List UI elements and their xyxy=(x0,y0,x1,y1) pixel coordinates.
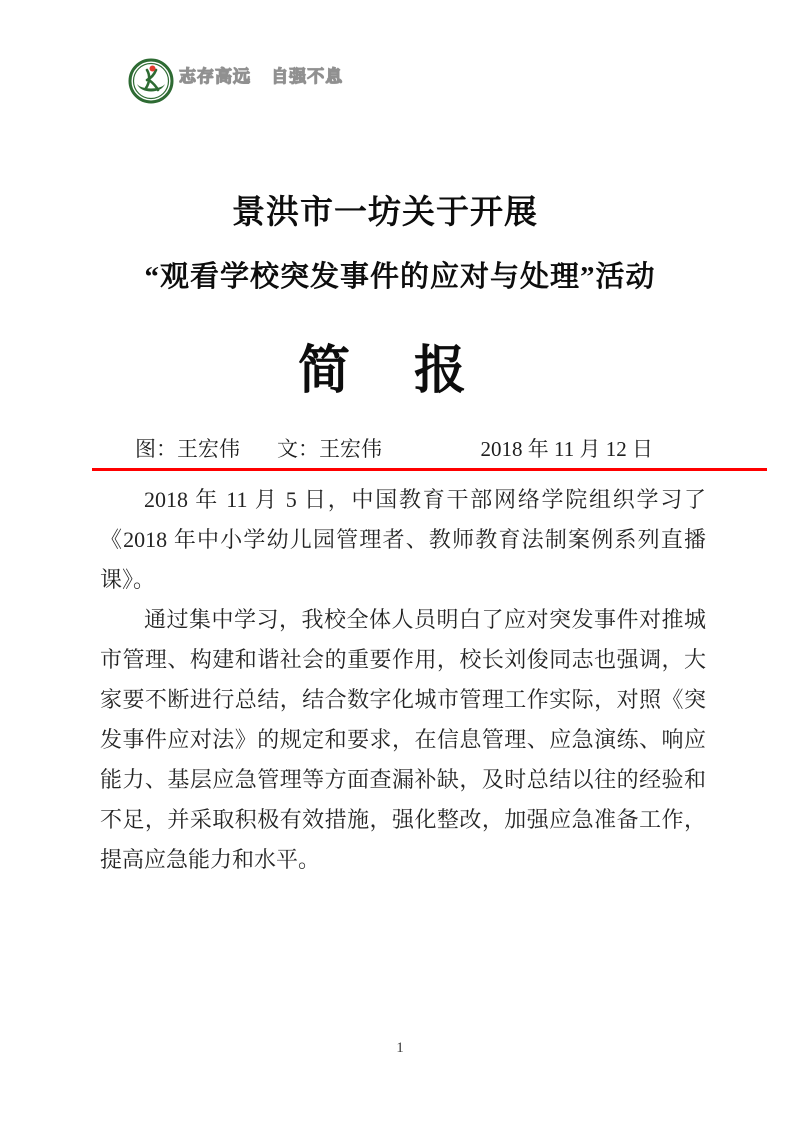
photo-credit: 图：王宏伟 xyxy=(135,437,240,461)
document-body xyxy=(100,480,706,880)
byline-date: 2018 年 11 月 12 日 xyxy=(480,437,653,461)
school-logo-icon xyxy=(128,58,174,104)
text-credit: 文：王宏伟 xyxy=(277,437,382,461)
document-title-line2: “观看学校突发事件的应对与处理”活动 xyxy=(144,261,656,293)
motto-part-1: 志存高远 xyxy=(179,67,251,86)
paragraph-2: 通过集中学习，我校全体人员明白了应对突发事件对推城市管理、构建和谐社会的重要作用，校长刘俊同志也强调，大家要不断进行总结，结合数字化城市管理工作实际，对照《突发事件应对法》的规定和要求，在信息管理、应急演练、响应能力、基层应急管理等方面查漏补缺，及时总结以往的经验和不足，并采取积极有效措施，强化整改，加强应急准备工作，提高应急能力和水平。 xyxy=(100,607,706,872)
school-motto xyxy=(179,62,343,87)
motto-part-2: 自强不息 xyxy=(271,67,344,86)
byline xyxy=(135,434,653,464)
page-number: 1 xyxy=(396,1040,404,1056)
paragraph-1: 2018 年 11 月 5 日，中国教育干部网络学院组织学习了《2018 年中小学幼儿园管理者、教师教育法制案例系列直播课》。 xyxy=(100,487,706,592)
red-divider-line xyxy=(92,468,767,471)
report-title: 简 报 xyxy=(297,343,472,400)
document-title-line1: 景洪市一坊关于开展 xyxy=(232,195,538,231)
